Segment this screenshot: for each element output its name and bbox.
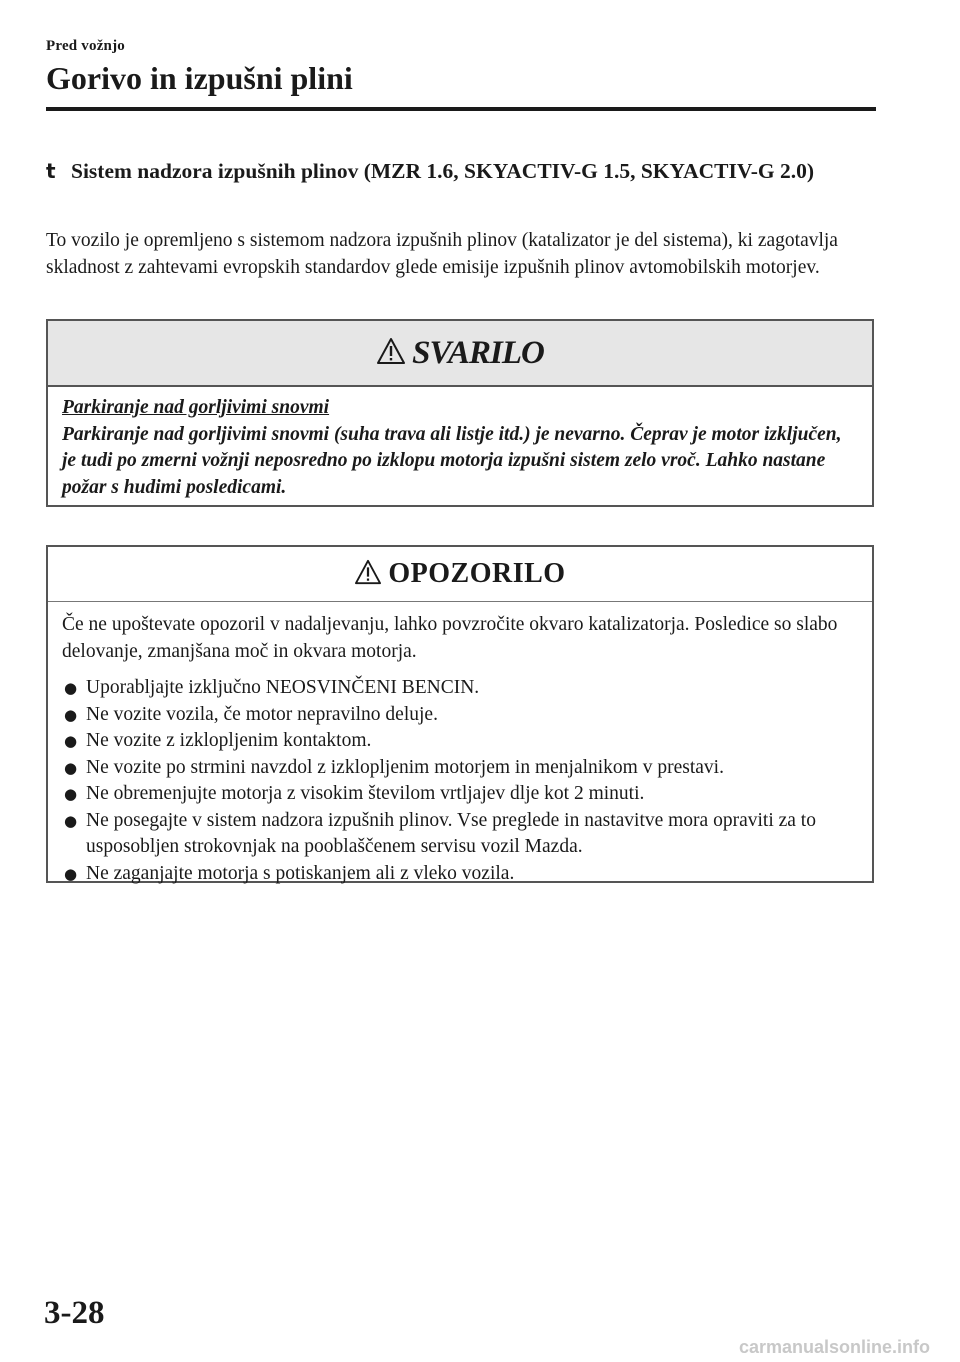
svarilo-title: SVARILO (412, 334, 544, 371)
opozorilo-header (48, 547, 872, 602)
list-item: ● Ne vozite po strmini navzdol z izklopljenim motorjem in menjalnikom v prestavi. (62, 755, 858, 782)
page-number: 3-28 (44, 1295, 105, 1331)
opozorilo-body (48, 602, 872, 887)
page-title: Gorivo in izpušni plini (46, 60, 353, 96)
svarilo-text: Parkiranje nad gorljivimi snovmi (suha trava ali listje itd.) je nevarno. Čeprav je motor izključen, je tudi po zmerni vožnji neposredno po izklopu motorja izpušni sistem zelo vroč. Lahko nastane požar s hudimi posledicami. (62, 423, 842, 498)
warning-triangle-icon (354, 559, 382, 590)
breadcrumb: Pred vožnjo (46, 38, 125, 54)
list-item: ● Ne vozite z izklopljenim kontaktom. (62, 728, 858, 755)
svarilo-header (48, 321, 872, 387)
svarilo-box (46, 319, 874, 507)
bullet-icon: ● (64, 705, 78, 724)
svarilo-body (48, 387, 872, 501)
watermark[interactable]: carmanualsonline.info (738, 1337, 930, 1357)
bullet-icon: ● (64, 732, 78, 750)
svarilo-subtitle: Parkiranje nad gorljivimi snovmi (62, 397, 330, 418)
opozorilo-intro: Če ne upoštevate opozoril v nadaljevanju, lahko povzročite okvaro katalizatorja. Posledice so slabo delovanje, zmanjšana moč in okvara motorja. (62, 614, 838, 662)
opozorilo-bullet-list (62, 675, 858, 887)
bullet-icon: ● (64, 811, 78, 830)
bullet-icon: ● (64, 758, 78, 777)
section-heading (46, 156, 866, 186)
list-item: ● Ne obremenjujte motorja z visokim številom vrtljajev dlje kot 2 minuti. (62, 781, 858, 808)
bullet-icon: ● (64, 785, 78, 803)
section-heading-text: Sistem nadzora izpušnih plinov (MZR 1.6, SKYACTIV-G 1.5, SKYACTIV-G 2.0) (71, 159, 815, 183)
section-marker-icon: t (46, 159, 56, 183)
bullet-icon: ● (64, 679, 78, 697)
list-item: ● Uporabljajte izključno NEOSVINČENI BENCIN. (62, 675, 858, 702)
intro-paragraph: To vozilo je opremljeno s sistemom nadzora izpušnih plinov (katalizator je del sistema), ki zagotavlja skladnost z zahtevami evropskih standardov glede emisije izpušnih plinov avtomobilskih motorjev. (46, 230, 838, 278)
opozorilo-box (46, 545, 874, 883)
opozorilo-title: OPOZORILO (388, 558, 566, 589)
list-item: ● Ne vozite vozila, če motor nepravilno deluje. (62, 702, 858, 729)
list-item: ● Ne posegajte v sistem nadzora izpušnih plinov. Vse preglede in nastavitve mora opraviti za to usposobljen strokovnjak na pooblaščenem servisu vozil Mazda. (64, 809, 816, 857)
title-divider (46, 107, 876, 111)
warning-triangle-icon (376, 337, 406, 370)
bullet-icon: ● (64, 864, 78, 883)
list-item: ● Ne zaganjajte motorja s potiskanjem ali z vleko vozila. (62, 861, 858, 888)
